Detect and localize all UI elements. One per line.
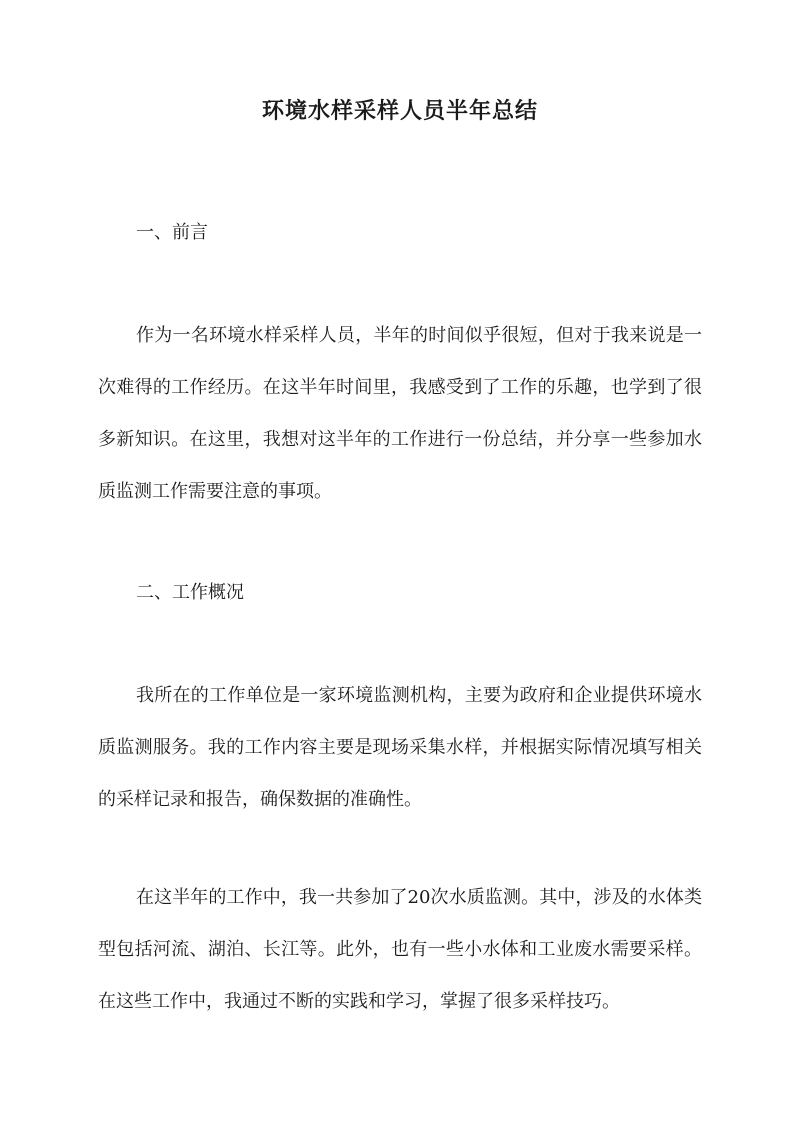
paragraph-preface: 作为一名环境水样采样人员，半年的时间似乎很短，但对于我来说是一次难得的工作经历。在这半年时间里，我感受到了工作的乐趣，也学到了很多新知识。在这里，我想对这半年的工作进行一份总结，并分享一些参加水质监测工作需要注意的事项。 [98,325,702,502]
document-title: 环境水样采样人员半年总结 [261,98,538,124]
paragraph-work-unit: 我所在的工作单位是一家环境监测机构，主要为政府和企业提供环境水质监测服务。我的工作内容主要是现场采集水样，并根据实际情况填写相关的采样记录和报告，确保数据的准确性。 [98,685,702,810]
paragraph-work-summary: 在这半年的工作中，我一共参加了20次水质监测。其中，涉及的水体类型包括河流、湖泊、长江等。此外，也有一些小水体和工业废水需要采样。在这些工作中，我通过不断的实践和学习，掌握了很多采样技巧。 [98,887,702,1012]
section-heading-work-overview: 二、工作概况 [136,582,244,603]
section-heading-preface: 一、前言 [136,222,208,243]
